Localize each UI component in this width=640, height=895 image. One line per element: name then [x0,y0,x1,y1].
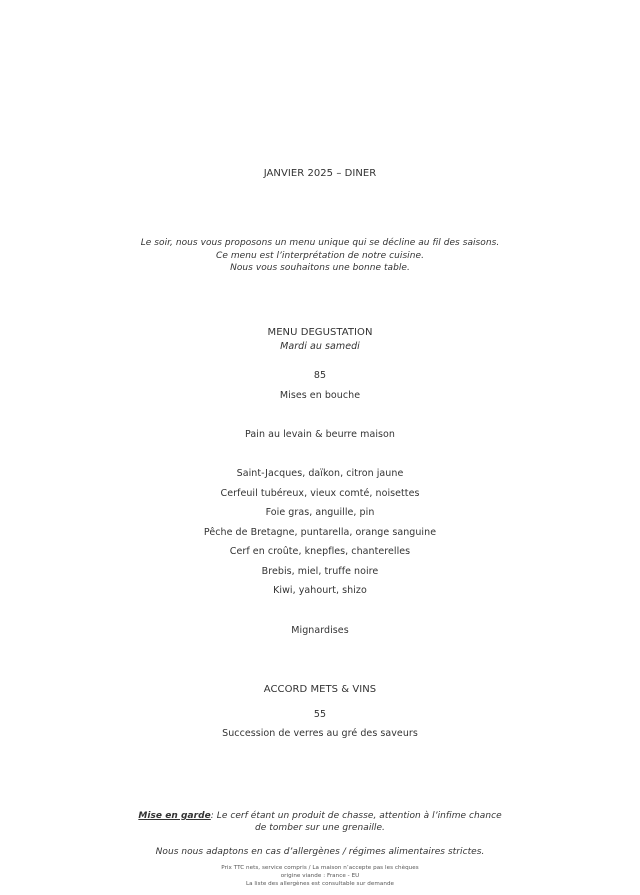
page-title: JANVIER 2025 – DINER [263,168,377,179]
menu-dish-5: Cerf en croûte, knepfles, chanterelles [229,546,411,557]
menu-price: 85 [313,370,327,381]
menu-dish-1: Saint-Jacques, daïkon, citron jaune [236,468,404,479]
menu-title: MENU DEGUSTATION [267,327,373,338]
pairing-title: ACCORD METS & VINS [263,684,377,695]
menu-dish-6: Brebis, miel, truffe noire [261,566,379,577]
menu-amuse: Mises en bouche [279,390,361,401]
intro-line-2: Ce menu est l’interprétation de notre cuisine. [216,251,424,261]
fine-print-2: origine viande : France - EU [280,873,360,879]
warning-line-1 [0,810,640,822]
pairing-price: 55 [313,709,327,720]
fine-print-3: La liste des allergènes est consultable sur demande [245,881,395,887]
menu-dish-7: Kiwi, yahourt, shizo [273,585,367,596]
intro-line-1: Le soir, nous vous proposons un menu unique qui se décline au fil des saisons. [140,238,500,248]
menu-mignardises: Mignardises [291,625,349,636]
allergen-line: Nous nous adaptons en cas d’allergènes / régimes alimentaires strictes. [155,847,485,857]
warning-label: Mise en garde [138,811,211,821]
warning-text: : Le cerf étant un produit de chasse, attention à l’infime chance [210,811,502,821]
intro-line-3: Nous vous souhaitons une bonne table. [230,263,410,273]
menu-bread: Pain au levain & beurre maison [245,429,395,440]
warning-line-2: de tomber sur une grenaille. [255,823,385,833]
menu-dish-3: Foie gras, anguille, pin [265,507,375,518]
fine-print-1: Prix TTC nets, service compris / La maison n’accepte pas les chèques [221,865,419,871]
pairing-description: Succession de verres au gré des saveurs [222,728,418,739]
menu-subtitle: Mardi au samedi [280,341,360,352]
menu-dish-4: Pêche de Bretagne, puntarella, orange sanguine [203,527,437,538]
menu-dish-2: Cerfeuil tubéreux, vieux comté, noisettes [220,488,420,499]
